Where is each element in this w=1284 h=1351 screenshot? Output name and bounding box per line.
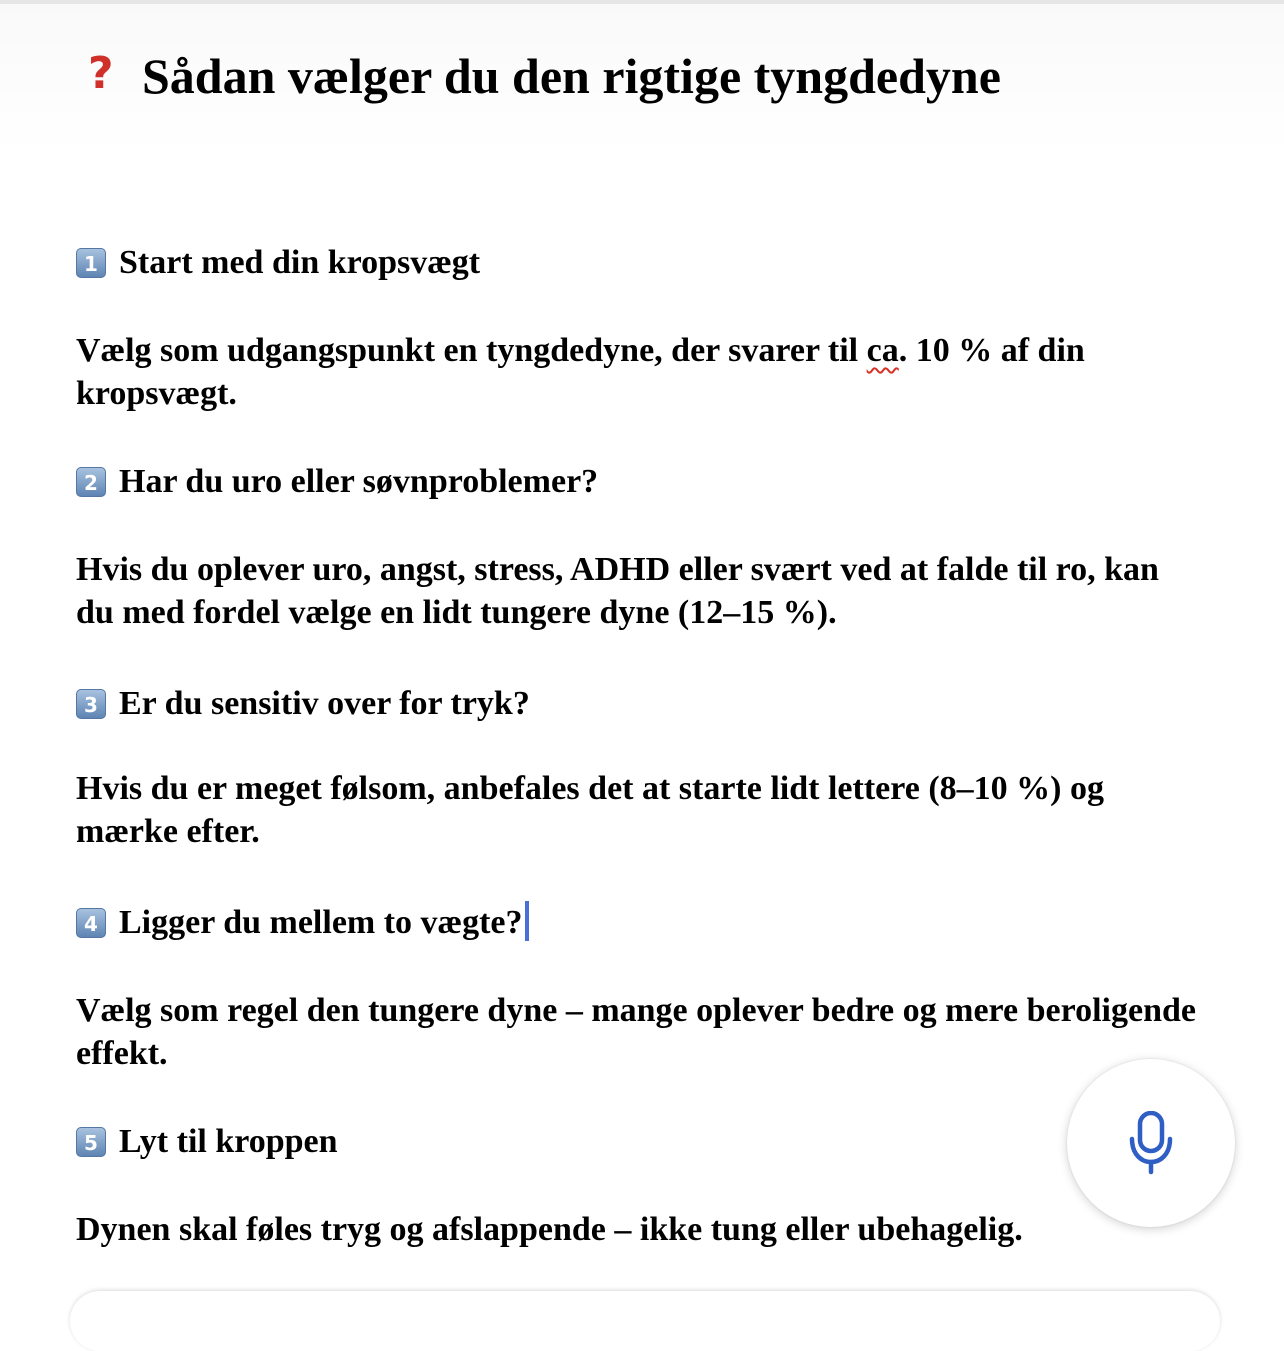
body-text-segment: Vælg som udgangspunkt en tyngdedyne, der svarer til — [76, 332, 867, 369]
section-body-4[interactable]: Vælg som regel den tungere dyne – mange oplever bedre og mere beroligende effekt. — [76, 992, 1196, 1072]
spellcheck-word[interactable]: ca — [866, 332, 899, 369]
document-title[interactable]: Sådan vælger du den rigtige tyngdedyne — [142, 48, 1001, 104]
section-body-5[interactable]: Dynen skal føles tryg og afslappende – ikke tung eller ubehagelig. — [76, 1211, 1023, 1248]
section-heading-text[interactable] — [119, 901, 529, 945]
section-heading-text[interactable]: Har du uro eller søvnproblemer? — [119, 463, 599, 500]
section-body-1[interactable] — [76, 329, 1196, 415]
bottom-toolbar — [70, 1291, 1220, 1351]
section-body-2[interactable]: Hvis du oplever uro, angst, stress, ADHD eller svært ved at falde til ro, kan du med fordel vælge en lidt tungere dyne (12–15 %). — [76, 551, 1159, 631]
heading-text: Ligger du mellem to vægte? — [119, 904, 523, 941]
section-heading-2[interactable] — [76, 460, 598, 504]
section-heading-4[interactable] — [76, 901, 529, 945]
microphone-icon — [1128, 1111, 1174, 1175]
section-heading-1[interactable] — [76, 241, 480, 285]
keycap-four-icon: 4 — [76, 908, 106, 938]
section-heading-3[interactable] — [76, 682, 530, 726]
section-heading-text[interactable]: Er du sensitiv over for tryk? — [119, 685, 530, 722]
section-heading-text[interactable]: Start med din kropsvægt — [119, 244, 481, 281]
section-body-3[interactable]: Hvis du er meget følsom, anbefales det at starte lidt lettere (8–10 %) og mærke efter. — [76, 770, 1104, 850]
section-heading-5[interactable] — [76, 1120, 338, 1164]
text-cursor — [525, 901, 529, 941]
body-text-segment: . 10 % af din kropsvægt. — [76, 332, 1085, 412]
keycap-one-icon: 1 — [76, 248, 106, 278]
keycap-five-icon: 5 — [76, 1127, 106, 1157]
keycap-three-icon: 3 — [76, 689, 106, 719]
voice-input-button[interactable] — [1067, 1059, 1235, 1227]
title-row — [0, 4, 1284, 154]
section-heading-text[interactable]: Lyt til kroppen — [119, 1123, 338, 1160]
keycap-two-icon: 2 — [76, 467, 106, 497]
red-question-mark-icon: ? — [88, 48, 114, 99]
